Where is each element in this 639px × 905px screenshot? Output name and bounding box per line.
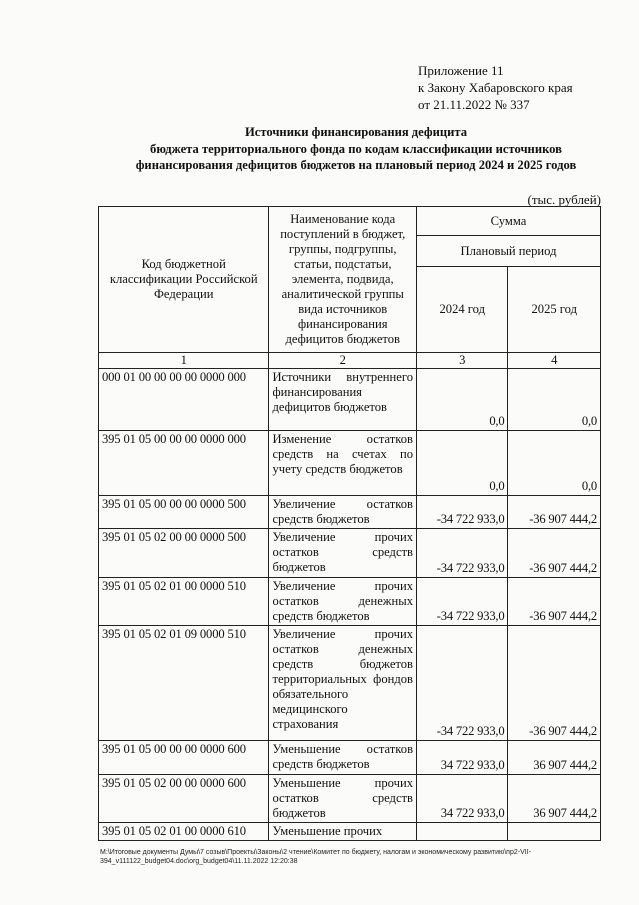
title-line-1: Источники финансирования дефицита [244, 125, 468, 139]
table-row [99, 496, 601, 529]
row-value-2025: -36 907 444,2 [508, 496, 601, 529]
column-numbers-row [99, 353, 601, 369]
row-name: Увеличение остатков средств бюджетов [269, 496, 417, 529]
header-period: Плановый период [417, 236, 601, 267]
title-line-3: финансирования дефицитов бюджетов на плановый период 2024 и 2025 годов [135, 158, 577, 172]
row-value-2025: 0,0 [508, 369, 601, 431]
header-code: Код бюджетной классификации Российской Федерации [99, 207, 269, 353]
units-label: (тыс. рублей) [527, 192, 601, 207]
appendix-block [418, 62, 573, 113]
row-value-2024: -34 722 933,0 [417, 626, 508, 741]
row-value-2024: 34 722 933,0 [417, 741, 508, 775]
row-value-2025: 36 907 444,2 [508, 775, 601, 823]
table-row [99, 626, 601, 741]
row-value-2025: 0,0 [508, 431, 601, 496]
row-code: 395 01 05 02 01 00 0000 510 [99, 578, 269, 626]
table-row [99, 823, 601, 841]
row-name: Уменьшение остатков средств бюджетов [269, 741, 417, 775]
table-row [99, 529, 601, 578]
row-code: 395 01 05 02 00 00 0000 600 [99, 775, 269, 823]
table-row [99, 431, 601, 496]
row-name: Увеличение прочих остатков средств бюджетов [269, 529, 417, 578]
sources-table [98, 206, 601, 841]
row-value-2024: -34 722 933,0 [417, 578, 508, 626]
row-code: 395 01 05 00 00 00 0000 000 [99, 431, 269, 496]
file-path-footer: М:\Итоговые документы Думы\7 созыв\Проекты\Законы\2 чтение\Комитет по бюджету, налогам и экономическому развитию\пр2-VII-394_v111122_budget04.doc\org_budget04\11.11.2022 12:20:38 [100, 849, 531, 865]
row-value-2024: -34 722 933,0 [417, 496, 508, 529]
column-number: 1 [99, 353, 269, 369]
row-code: 000 01 00 00 00 00 0000 000 [99, 369, 269, 431]
appendix-line-3: от 21.11.2022 № 337 [418, 97, 530, 112]
table-row [99, 775, 601, 823]
appendix-line-2: к Закону Хабаровского края [418, 80, 573, 95]
row-value-2024: 0,0 [417, 431, 508, 496]
row-value-2025: 36 907 444,2 [508, 741, 601, 775]
row-value-2025: -36 907 444,2 [508, 626, 601, 741]
row-value-2024: 0,0 [417, 369, 508, 431]
row-code: 395 01 05 02 01 09 0000 510 [99, 626, 269, 741]
header-year-2025: 2025 год [508, 267, 601, 353]
row-value-2024: -34 722 933,0 [417, 529, 508, 578]
table-row [99, 741, 601, 775]
row-name: Источники внутреннего финансирования дефицитов бюджетов [269, 369, 417, 431]
row-value-2025: -36 907 444,2 [508, 529, 601, 578]
row-name: Уменьшение прочих остатков средств бюджетов [269, 775, 417, 823]
row-value-2024 [417, 823, 508, 841]
row-name: Изменение остатков средств на счетах по учету средств бюджетов [269, 431, 417, 496]
document-title [96, 124, 616, 174]
row-code: 395 01 05 00 00 00 0000 600 [99, 741, 269, 775]
column-number: 2 [269, 353, 417, 369]
header-name: Наименование кода поступлений в бюджет, группы, подгруппы, статьи, подстатьи, элемента, подвида, аналитической группы вида источников финансирования дефицитов бюджетов [269, 207, 417, 353]
row-code: 395 01 05 02 00 00 0000 500 [99, 529, 269, 578]
header-sum: Сумма [417, 207, 601, 236]
row-code: 395 01 05 00 00 00 0000 500 [99, 496, 269, 529]
table-row [99, 578, 601, 626]
row-name: Увеличение прочих остатков денежных средств бюджетов [269, 578, 417, 626]
table-row [99, 369, 601, 431]
row-value-2025: -36 907 444,2 [508, 578, 601, 626]
title-line-2: бюджета территориального фонда по кодам классификации источников [150, 141, 562, 156]
row-name: Уменьшение прочих [269, 823, 417, 841]
header-year-2024: 2024 год [417, 267, 508, 353]
column-number: 4 [508, 353, 601, 369]
row-code: 395 01 05 02 01 00 0000 610 [99, 823, 269, 841]
column-number: 3 [417, 353, 508, 369]
appendix-line-1: Приложение 11 [418, 63, 504, 78]
row-value-2025 [508, 823, 601, 841]
row-value-2024: 34 722 933,0 [417, 775, 508, 823]
row-name: Увеличение прочих остатков денежных средств бюджетов территориальных фондов обязательного медицинского страхования [269, 626, 417, 741]
